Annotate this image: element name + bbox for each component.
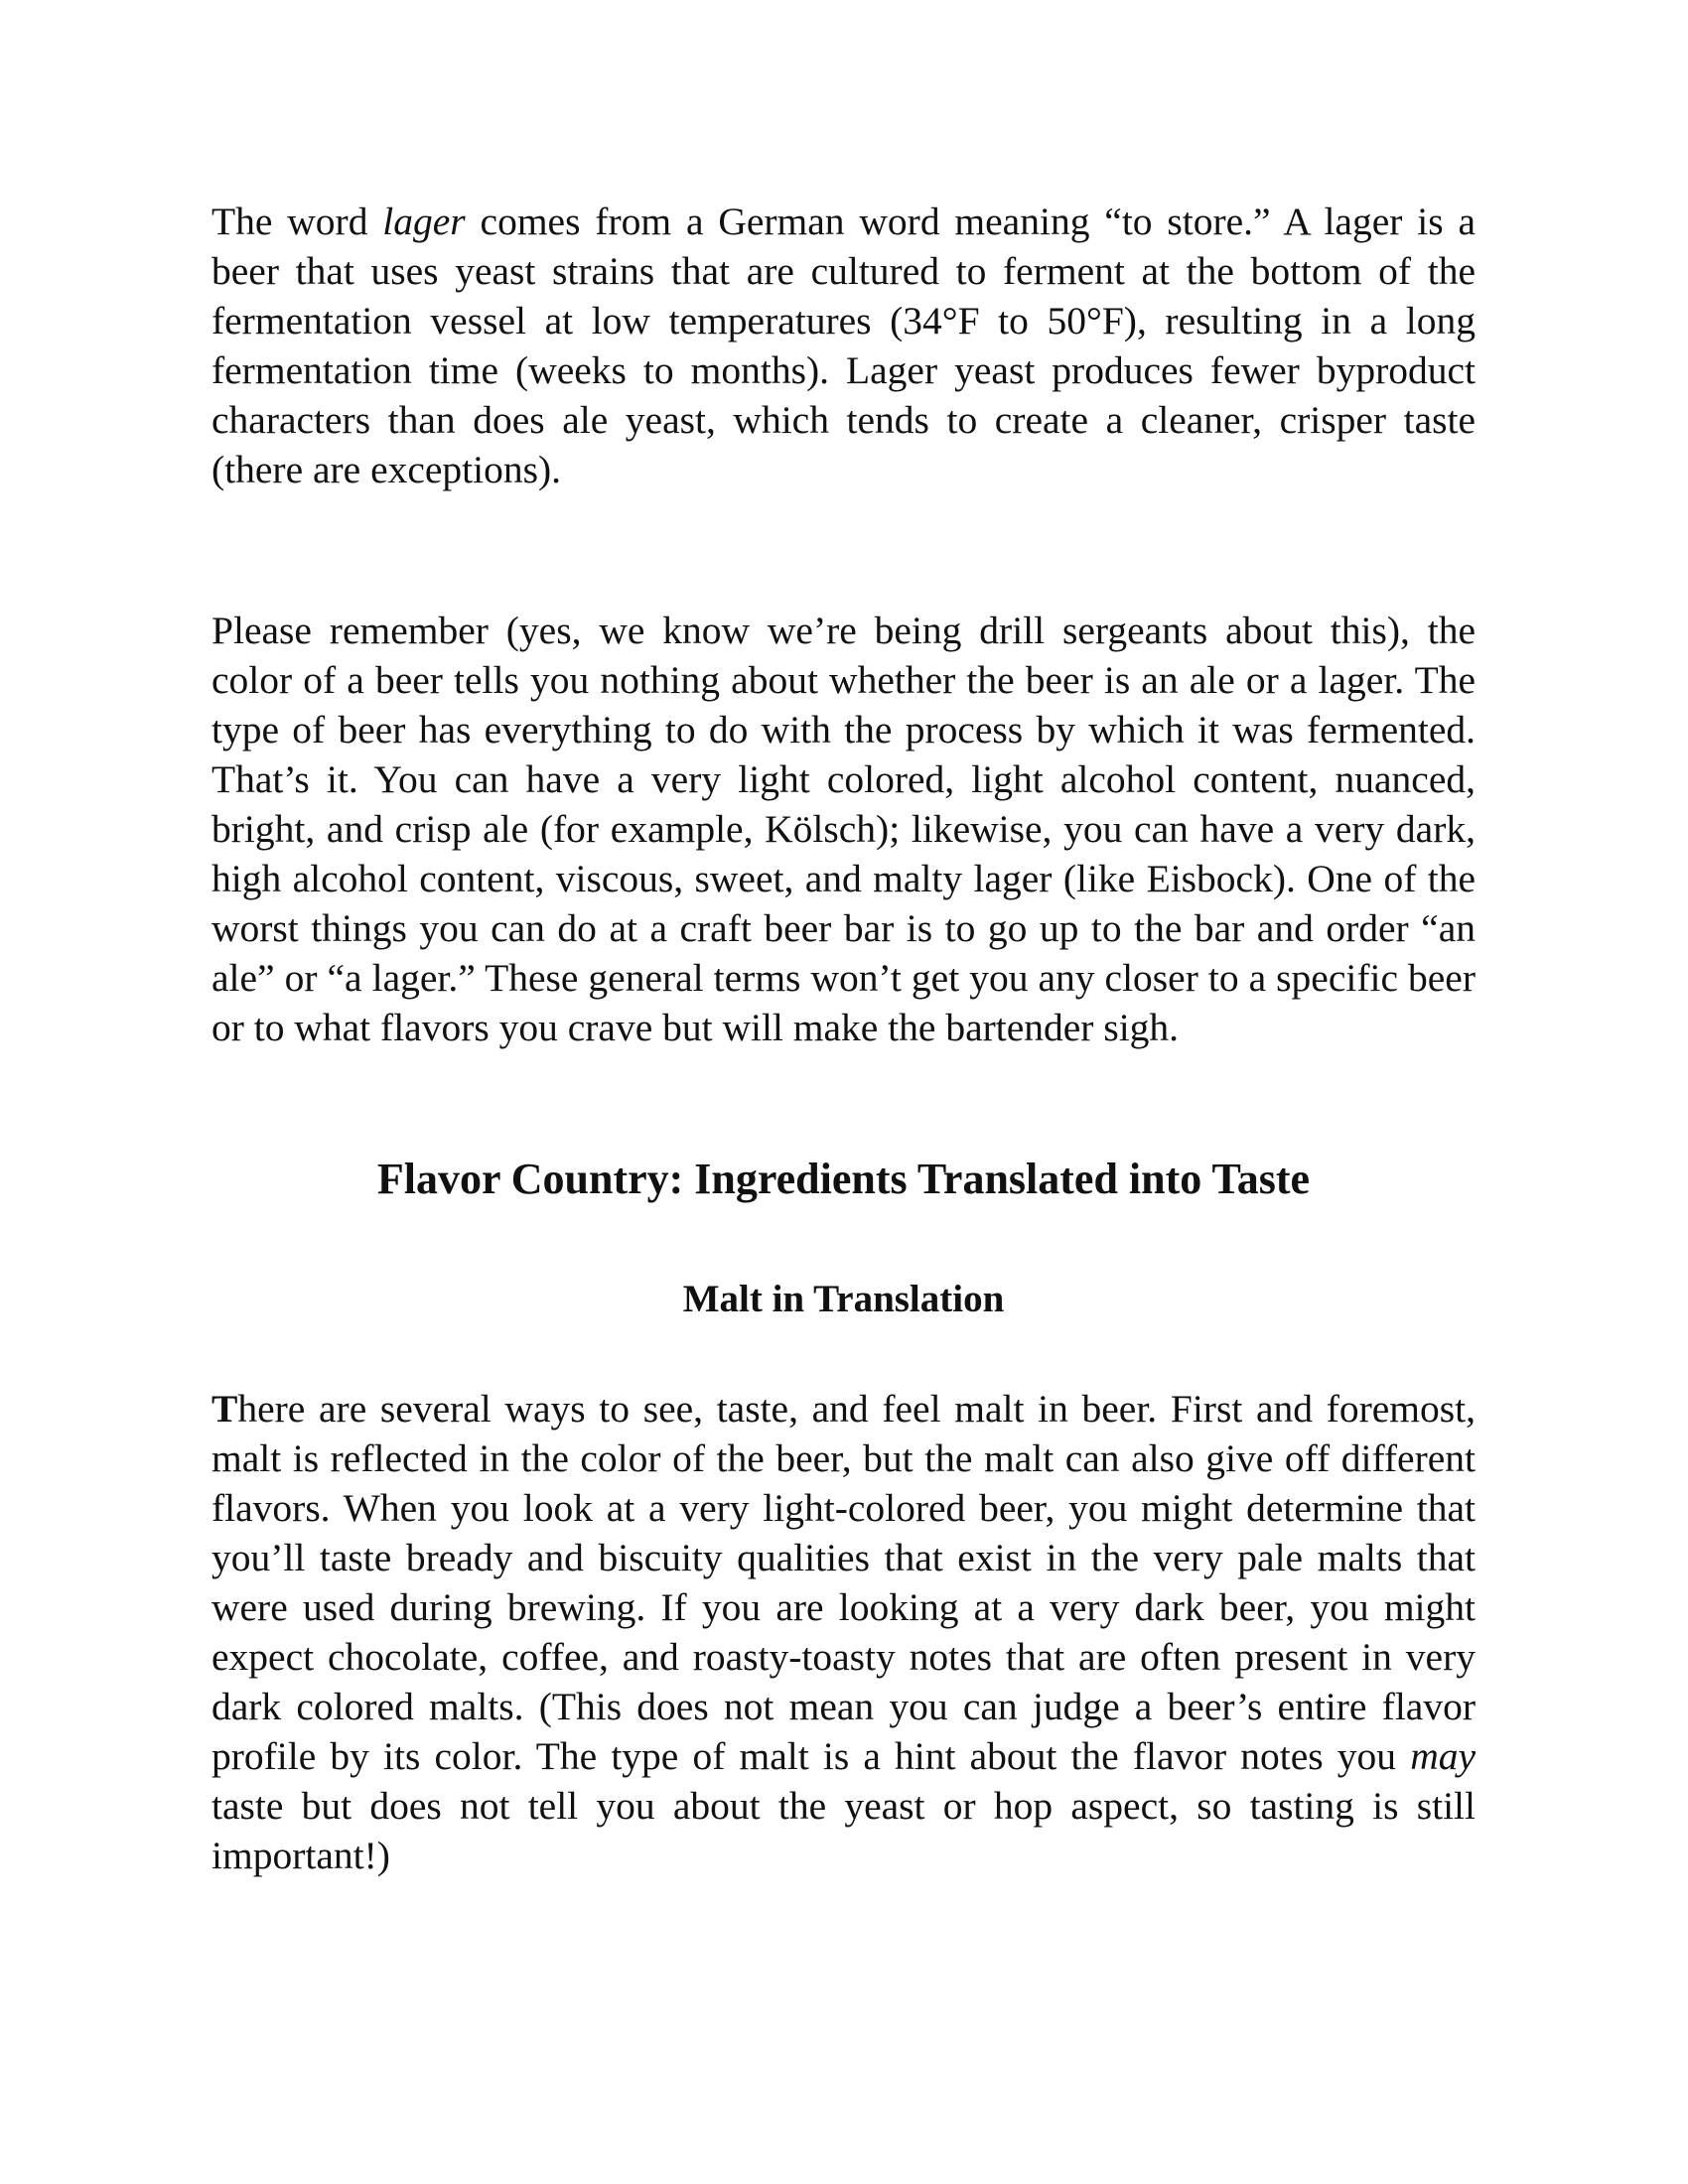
paragraph-3-italic-word: may (1410, 1734, 1476, 1778)
paragraph-1-italic-term: lager (382, 200, 466, 243)
paragraph-lager-definition (211, 197, 1476, 494)
paragraph-malt-translation (211, 1384, 1476, 1880)
paragraph-2-text: Please remember (yes, we know we’re being drill sergeants about this), the color of a beer tells you nothing about whether the beer is an ale or a lager. The type of beer has everything to do with the process by which it was fermented. That’s it. You can have a very light colored, light alcohol content, nuanced, bright, and crisp ale (for example, Kölsch); likewise, you can have a very dark, high alcohol content, viscous, sweet, and malty lager (like Eisbock). One of the worst things you can do at a craft beer bar is to go up to the bar and order “an ale” or “a lager.” These general terms won’t get you any closer to a specific beer or to what flavors you crave but will make the bartender sigh. (211, 609, 1476, 1049)
paragraph-color-reminder (211, 606, 1476, 1052)
paragraph-1-text-start: The word (211, 200, 383, 243)
paragraph-1-text-end: comes from a German word meaning “to store.” A lager is a beer that uses yeast strains that are cultured to ferment at the bottom of the fermentation vessel at low temperatures (34°F to 50°F), resulting in a long fermentation time (weeks to months). Lager yeast produces fewer byproduct characters than does ale yeast, which tends to create a cleaner, crisper taste (there are exceptions). (211, 200, 1476, 491)
paragraph-3-text-start: here are several ways to see, taste, and feel malt in beer. First and foremost, malt is reflected in the color of the beer, but the malt can also give off different flavors. When you look at a very light-colored beer, you might determine that you’ll taste bready and biscuity qualities that exist in the very pale malts that were used during brewing. If you are looking at a very dark beer, you might expect chocolate, coffee, and roasty-toasty notes that are often present in very dark colored malts. (This does not mean you can judge a beer’s entire flavor profile by its color. The type of malt is a hint about the flavor notes you (211, 1387, 1476, 1778)
document-page (211, 197, 1476, 1880)
paragraph-3-text-end: taste but does not tell you about the yeast or hop aspect, so tasting is still important!) (211, 1784, 1476, 1877)
subsection-heading: Malt in Translation (682, 1278, 1005, 1320)
section-heading: Flavor Country: Ingredients Translated into Taste (376, 1155, 1311, 1203)
paragraph-3-dropcap: T (211, 1387, 238, 1431)
